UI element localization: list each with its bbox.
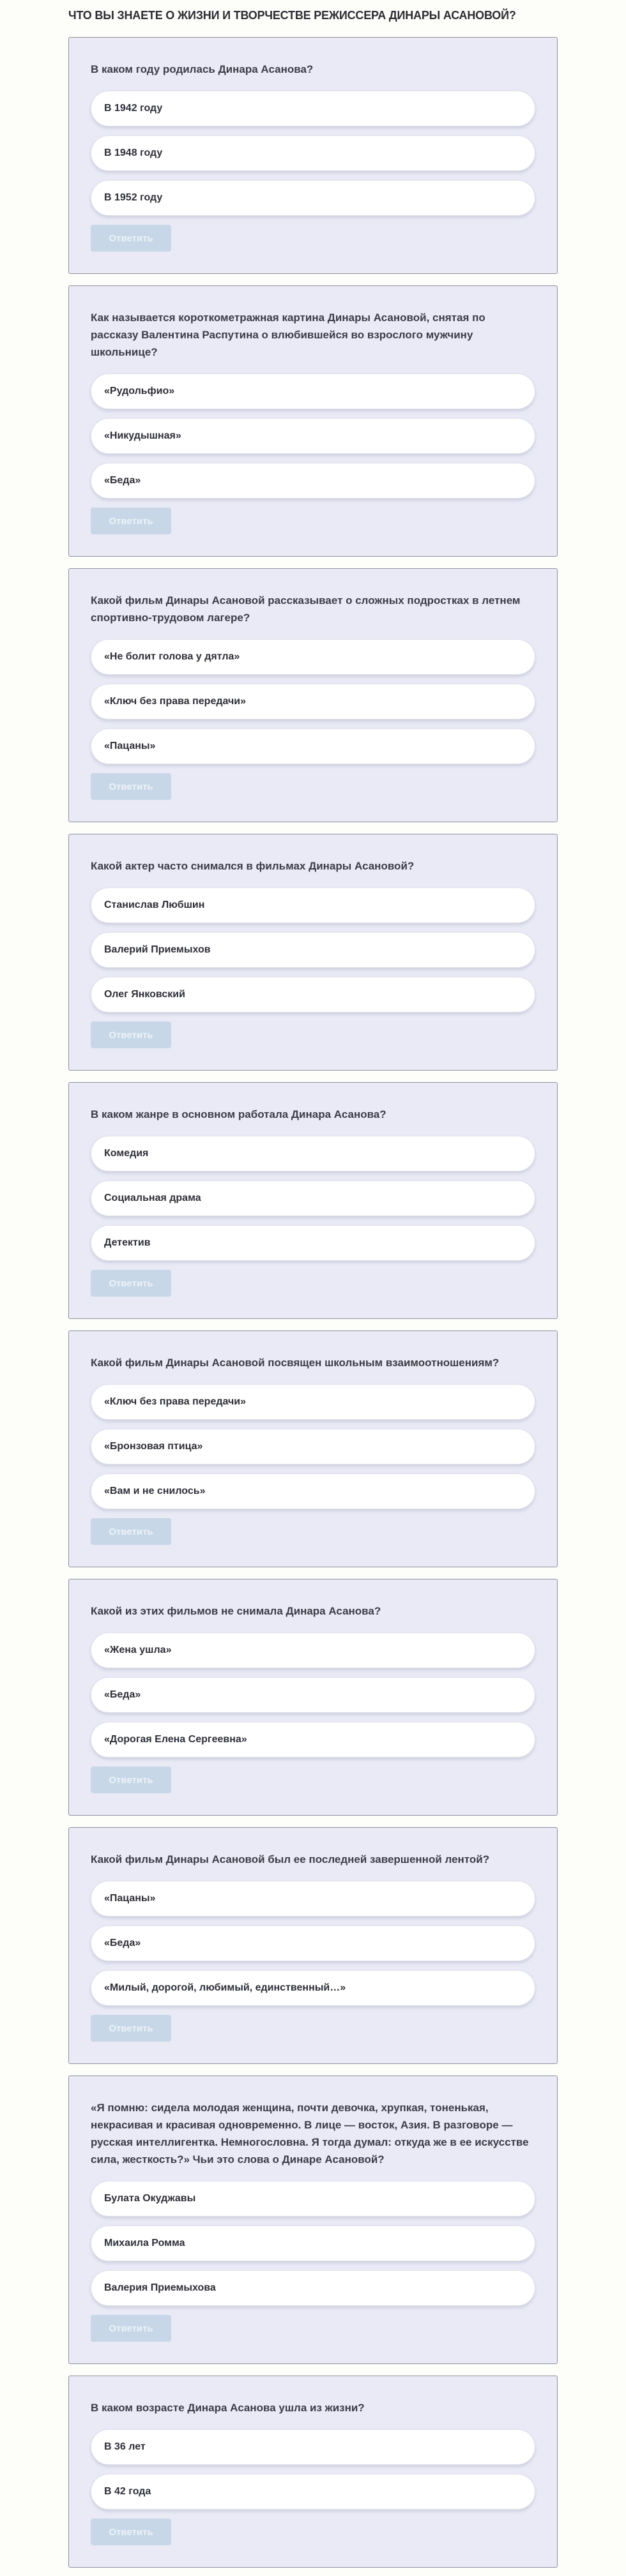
answer-option[interactable]: Детектив <box>91 1225 535 1261</box>
answer-option[interactable]: Валерий Приемыхов <box>91 932 535 968</box>
answer-option[interactable]: Олег Янковский <box>91 977 535 1013</box>
answer-option[interactable]: Валерия Приемыхова <box>91 2270 535 2306</box>
answer-option[interactable]: «Пацаны» <box>91 728 535 764</box>
answer-button[interactable]: Ответить <box>91 225 171 252</box>
answer-button[interactable]: Ответить <box>91 1518 171 1545</box>
answer-option[interactable]: В 1952 году <box>91 180 535 216</box>
answer-button[interactable]: Ответить <box>91 2519 171 2545</box>
question-text: Какой фильм Динары Асановой посвящен школьным взаимоотношениям? <box>91 1357 500 1369</box>
answer-option[interactable]: «Никудышная» <box>91 418 535 454</box>
answer-button[interactable]: Ответить <box>91 508 171 534</box>
answer-button[interactable]: Ответить <box>91 773 171 800</box>
question-card <box>68 2376 558 2568</box>
question-text: «Я помню: сидела молодая женщина, почти девочка, хрупкая, тоненькая, некрасивая и красивая одновременно. В лице — восток, Азия. В разговоре — русская интеллигентка. Немногословна. Я тогда думал: откуда же в ее искусстве сила, жесткость?» Чьи это слова о Динаре Асановой? <box>91 2102 529 2165</box>
answer-option[interactable]: «Жена ушла» <box>91 1632 535 1668</box>
answer-option[interactable]: Михаила Ромма <box>91 2226 535 2261</box>
quiz-page <box>68 0 558 2568</box>
question-card <box>68 37 558 274</box>
question-card <box>68 1579 558 1816</box>
question-text: В каком жанре в основном работала Динара Асанова? <box>91 1108 386 1120</box>
answer-button[interactable]: Ответить <box>91 1766 171 1793</box>
question-card <box>68 568 558 822</box>
answer-option[interactable]: Станислав Любшин <box>91 887 535 923</box>
answer-option[interactable]: «Ключ без права передачи» <box>91 684 535 719</box>
question-text: Какой актер часто снимался в фильмах Динары Асановой? <box>91 860 415 872</box>
question-card <box>68 2075 558 2364</box>
answer-option[interactable]: В 1942 году <box>91 91 535 126</box>
answer-option[interactable]: «Вам и не снилось» <box>91 1473 535 1509</box>
question-card <box>68 834 558 1071</box>
question-text: Какой фильм Динары Асановой был ее последней завершенной лентой? <box>91 1853 490 1865</box>
question-card <box>68 1827 558 2064</box>
answer-option[interactable]: Булата Окуджавы <box>91 2181 535 2217</box>
answer-option[interactable]: «Ключ без права передачи» <box>91 1384 535 1420</box>
answer-option[interactable]: В 36 лет <box>91 2429 535 2465</box>
answer-button[interactable]: Ответить <box>91 1021 171 1048</box>
answer-option[interactable]: Комедия <box>91 1136 535 1171</box>
answer-option[interactable]: «Дорогая Елена Сергеевна» <box>91 1722 535 1758</box>
answer-button[interactable]: Ответить <box>91 2315 171 2342</box>
answer-option[interactable]: «Беда» <box>91 1677 535 1713</box>
question-text: В каком возрасте Динара Асанова ушла из жизни? <box>91 2402 365 2414</box>
question-text: В каком году родилась Динара Асанова? <box>91 63 314 75</box>
page-title: ЧТО ВЫ ЗНАЕТЕ О ЖИЗНИ И ТВОРЧЕСТВЕ РЕЖИССЕРА ДИНАРЫ АСАНОВОЙ? <box>68 9 516 22</box>
answer-option[interactable]: «Не болит голова у дятла» <box>91 639 535 675</box>
answer-option[interactable]: В 1948 году <box>91 135 535 171</box>
answer-option[interactable]: «Пацаны» <box>91 1881 535 1917</box>
question-card <box>68 285 558 557</box>
question-card <box>68 1082 558 1319</box>
question-text: Как называется короткометражная картина Динары Асановой, снятая по рассказу Валентина Распутина о влюбившейся во взрослого мужчину школьнице? <box>91 312 485 358</box>
answer-option[interactable]: «Бронзовая птица» <box>91 1429 535 1465</box>
answer-option[interactable]: «Беда» <box>91 1925 535 1961</box>
question-text: Какой из этих фильмов не снимала Динара Асанова? <box>91 1605 381 1617</box>
answer-option[interactable]: В 42 года <box>91 2474 535 2510</box>
answer-option[interactable]: Социальная драма <box>91 1180 535 1216</box>
answer-button[interactable]: Ответить <box>91 2015 171 2042</box>
answer-option[interactable]: «Милый, дорогой, любимый, единственный…» <box>91 1970 535 2006</box>
answer-option[interactable]: «Рудольфио» <box>91 373 535 409</box>
question-card <box>68 1330 558 1567</box>
question-text: Какой фильм Динары Асановой рассказывает о сложных подростках в летнем спортивно-трудовом лагере? <box>91 594 521 624</box>
answer-button[interactable]: Ответить <box>91 1270 171 1297</box>
answer-option[interactable]: «Беда» <box>91 463 535 499</box>
